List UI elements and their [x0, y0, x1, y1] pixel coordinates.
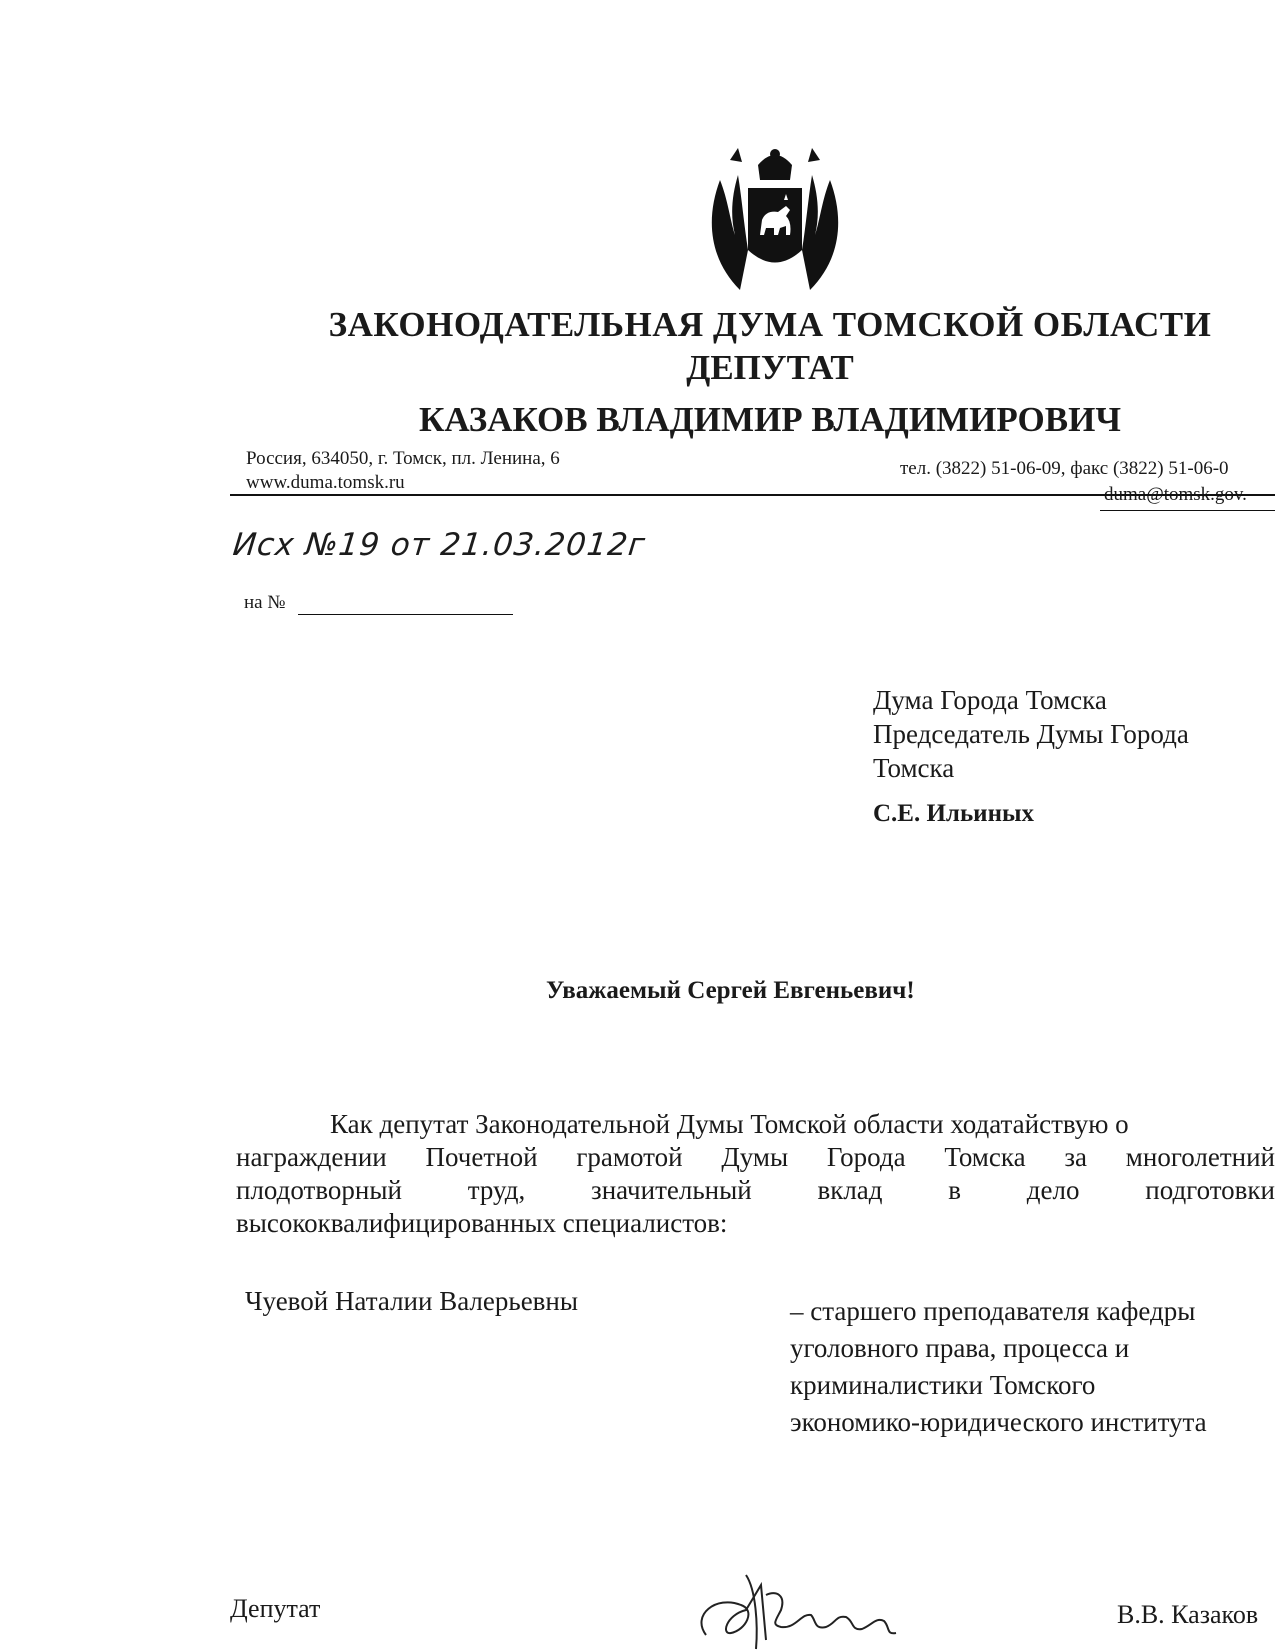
signature-label: Депутат: [230, 1594, 321, 1623]
body-line: плодотворный труд, значительный вклад в дело подготовки: [236, 1175, 1275, 1205]
body-line: Как депутат Законодательной Думы Томской области ходатайствую о: [330, 1109, 1129, 1139]
signer-name: В.В. Казаков: [1117, 1600, 1259, 1629]
addressee-block: [873, 683, 1189, 785]
coat-of-arms-emblem: [700, 140, 850, 290]
addressee-line: Председатель Думы Города: [873, 719, 1189, 749]
reply-to-blank-line: [298, 614, 513, 615]
email-link[interactable]: duma@tomsk.gov.: [1104, 484, 1247, 505]
postal-address: Россия, 634050, г. Томск, пл. Ленина, 6: [246, 448, 560, 469]
email-underline: [1100, 510, 1275, 511]
phone-fax: тел. (3822) 51-06-09, факс (3822) 51-06-0: [900, 458, 1229, 479]
organization-title: ЗАКОНОДАТЕЛЬНАЯ ДУМА ТОМСКОЙ ОБЛАСТИ: [328, 305, 1212, 344]
nominee-name: Чуевой Наталии Валерьевны: [245, 1286, 579, 1316]
letterhead-divider: [230, 494, 1275, 496]
nominee-position: [790, 1293, 1207, 1441]
deputy-role: ДЕПУТАТ: [686, 348, 854, 387]
position-line: – старшего преподавателя кафедры: [790, 1296, 1196, 1326]
outgoing-reference-handwritten: Исх №19 от 21.03.2012г: [231, 527, 648, 563]
deputy-name: КАЗАКОВ ВЛАДИМИР ВЛАДИМИРОВИЧ: [419, 400, 1121, 439]
addressee-name: С.Е. Ильиных: [873, 800, 1034, 827]
reply-to-label: на №: [244, 592, 286, 613]
handwritten-signature: [686, 1565, 986, 1650]
position-line: экономико-юридического института: [790, 1407, 1207, 1437]
body-line: награждении Почетной грамотой Думы Города Томска за многолетний: [236, 1142, 1275, 1172]
position-line: уголовного права, процесса и: [790, 1333, 1130, 1363]
body-line: высококвалифицированных специалистов:: [236, 1208, 728, 1238]
addressee-line: Дума Города Томска: [873, 685, 1107, 715]
website-link[interactable]: www.duma.tomsk.ru: [246, 472, 405, 493]
addressee-line: Томска: [873, 753, 955, 783]
body-paragraph: [236, 1108, 1275, 1240]
greeting: Уважаемый Сергей Евгеньевич!: [546, 977, 915, 1004]
position-line: криминалистики Томского: [790, 1370, 1096, 1400]
